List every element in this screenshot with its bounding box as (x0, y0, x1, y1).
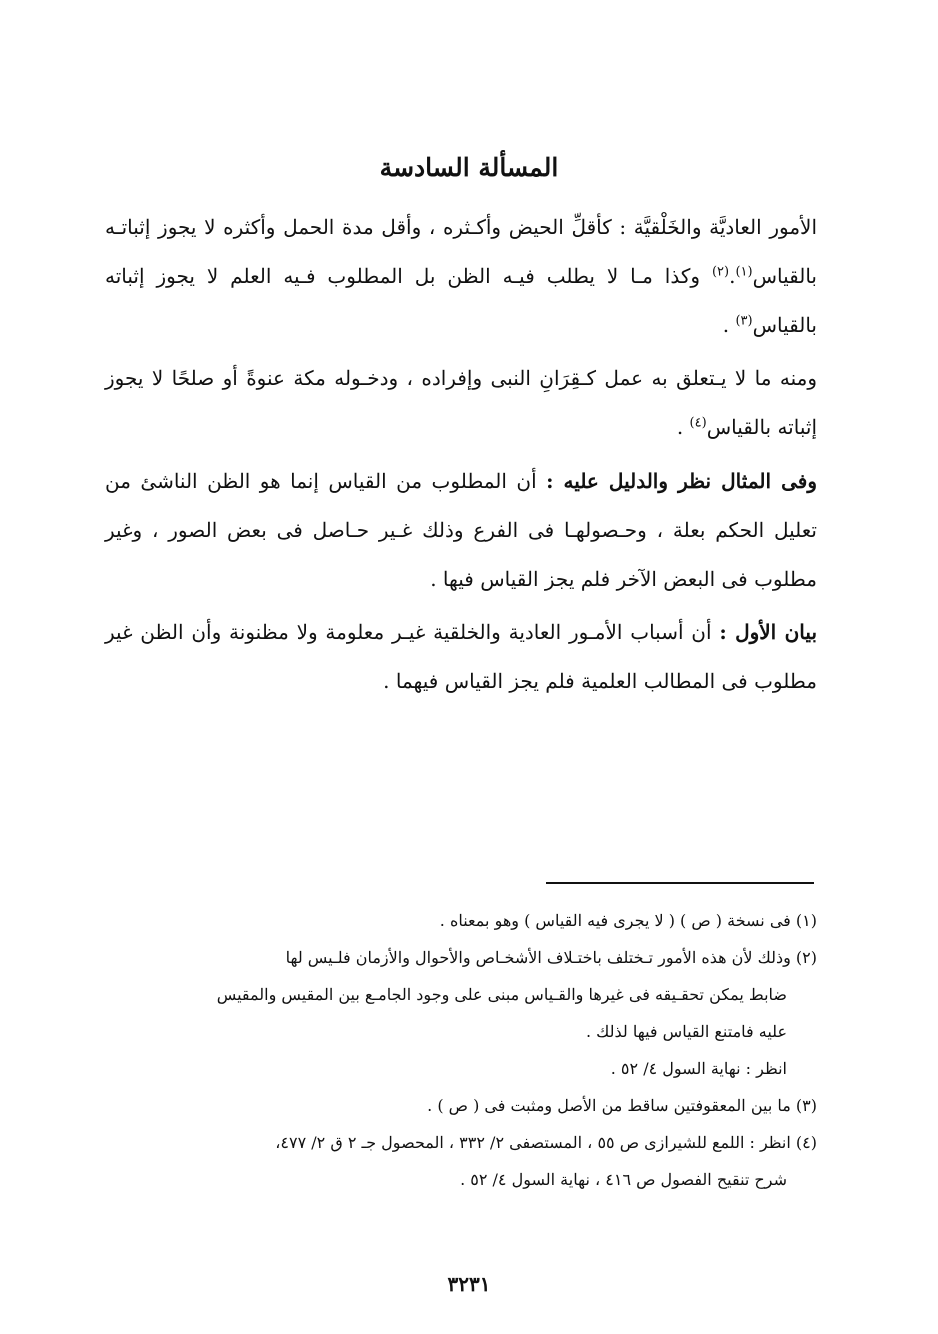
footnote-2-line-2: ضابط يمكن تحقـيقه فى غيرها والقـياس مبنى على وجود الجامـع بين المقيس والمقيس (216, 985, 787, 1004)
footnote-ref-2[interactable]: (٢) (711, 264, 730, 280)
footnote-3: (٣) ما بين المعقوفتين ساقط من الأصل ومثبت فى ( ص ) . (427, 1096, 817, 1115)
footnote-ref-3[interactable]: (٣) (735, 313, 753, 329)
paragraph-3-lead: وفى المثال نظر والدليل عليه : (546, 469, 817, 493)
footnote-ref-1[interactable]: (١) (735, 264, 753, 280)
paragraph-1-text-c: وكذا مـا لا يطلب فيـه الظن بل المطلوب فـيه العلم لا يجوز إثباته بالقياس (105, 264, 817, 337)
footnote-ref-4[interactable]: (٤) (689, 415, 707, 431)
footnote-4-line-1: (٤) انظر : اللمع للشيرازى ص ٥٥ ، المستصفى ٢/ ٣٣٢ ، المحصول جـ ٢ ق ٢/ ٤٧٧، (275, 1133, 817, 1152)
paragraph-2-text-a: ومنه ما لا يـتعلق به عمل كـقِرَانِ النبى وإفراده ، ودخـوله مكة عنوةً أو صلحًا لا يجوز إثباته بالقياس (105, 366, 817, 439)
footnote-2-line-1: (٢) وذلك لأن هذه الأمور تـختلف باختـلاف الأشخـاص والأحوال والأزمان فلـيس لها (285, 948, 817, 967)
paragraph-4-text: أن أسباب الأمـور العادية والخلقية غيـر معلومة ولا مظنونة وأن الظن غير مطلوب فى المطالب العلمية فلم يجز القياس فيهما . (105, 620, 817, 693)
footnotes-section (105, 902, 817, 1198)
paragraph-3-text: أن المطلوب من القياس إنما هو الظن الناشئ من تعليل الحكم بعلة ، وحـصولهـا فى الفرع وذلك غـير حـاصل فى بعض الصور ، وغير مطلوب فى البعض الآخر فلم يجز القياس فيها . (105, 469, 817, 591)
footnote-separator (546, 882, 814, 884)
section-title: المسألة السادسة (379, 153, 559, 182)
paragraph-1 (105, 203, 817, 350)
footnote-1: (١) فى نسخة ( ص ) ( لا يجرى فيه القياس ) وهو بمعناه . (439, 911, 817, 930)
paragraph-2 (105, 354, 817, 452)
page-number: ٣٢٣١ (447, 1272, 491, 1296)
footnote-4-line-2: شرح تنقيح الفصول ص ٤١٦ ، نهاية السول ٤/ ٥٢ . (460, 1170, 787, 1189)
paragraph-1-text-d: . (722, 313, 736, 337)
footnote-2-line-4: انظر : نهاية السول ٤/ ٥٢ . (610, 1059, 787, 1078)
paragraph-4 (105, 608, 817, 706)
footnote-2-line-3: عليه فامتنع القياس فيها لذلك . (585, 1022, 787, 1041)
paragraph-2-text-b: . (676, 415, 690, 439)
paragraph-3 (105, 457, 817, 604)
paragraph-4-lead: بيان الأول : (719, 620, 818, 644)
paragraph-1-text-a: الأمور العاديَّة والخَلْقيَّة : كأقلِّ الحيض وأكـثره ، وأقل مدة الحمل وأكثره لا يجوز إثباتـه بالقياس (105, 215, 817, 288)
paragraph-1-text-b: . (729, 264, 736, 288)
